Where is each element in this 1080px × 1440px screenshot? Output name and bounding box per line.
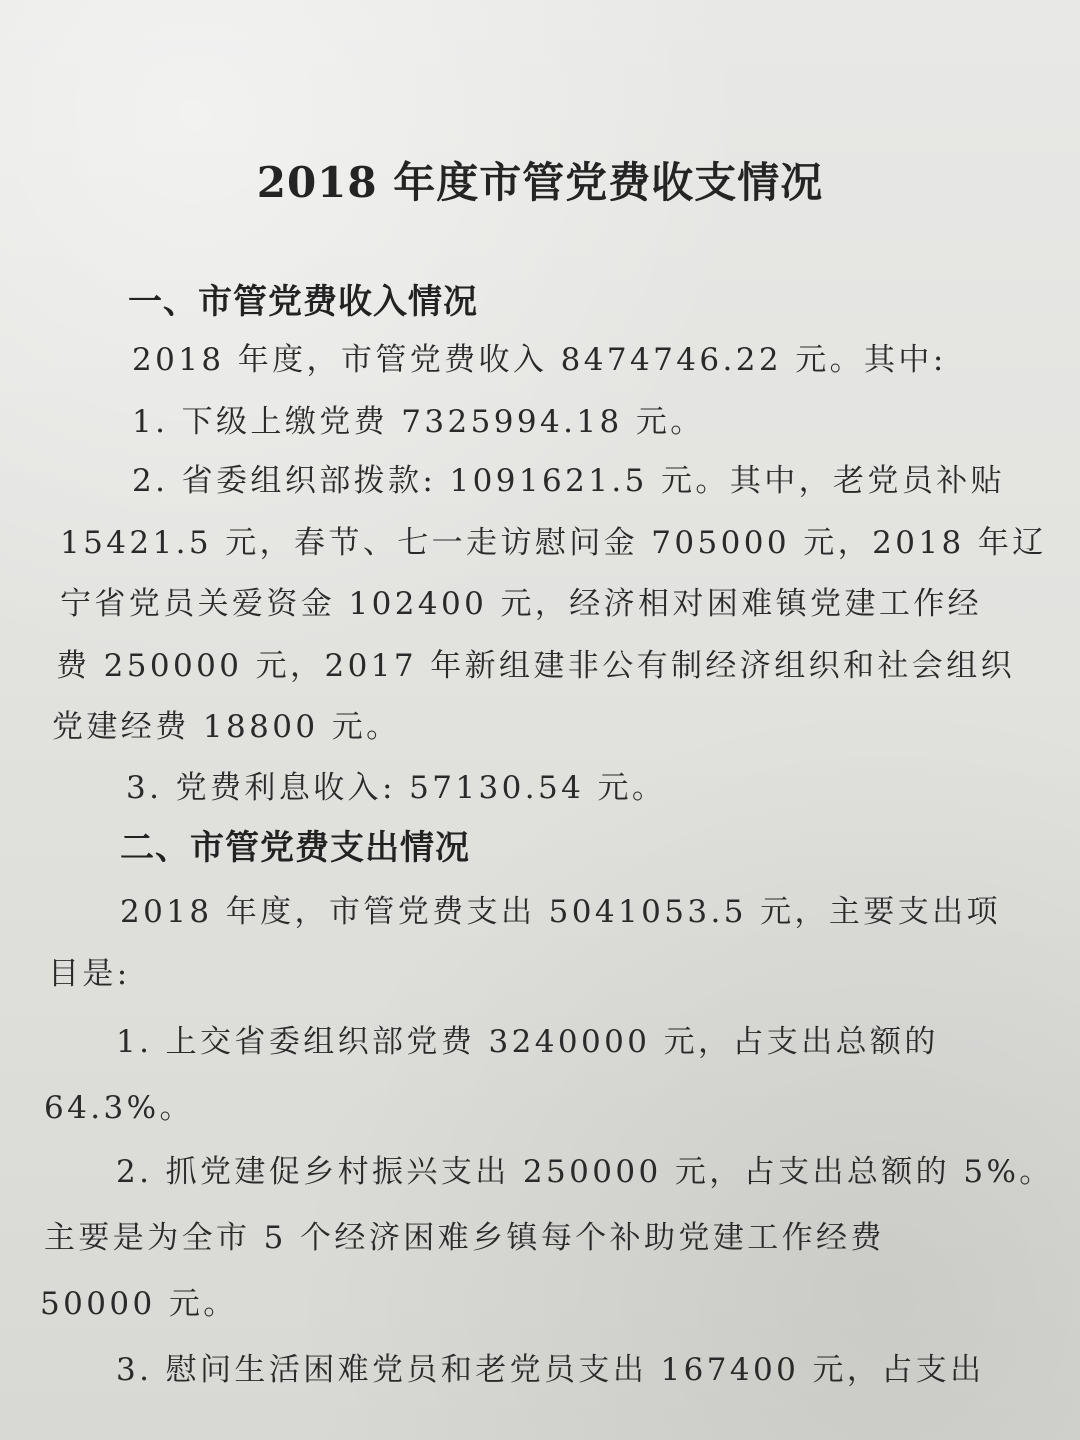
- paragraph-line: 50000 元。: [40, 1286, 238, 1322]
- paragraph-line: 目是:: [48, 956, 131, 992]
- paragraph-line: 64.3%。: [44, 1090, 194, 1126]
- paragraph-line: 3. 慰问生活困难党员和老党员支出 167400 元，占支出: [116, 1352, 985, 1388]
- paragraph-line: 1. 下级上缴党费 7325994.18 元。: [132, 404, 705, 440]
- paragraph-line: 党建经费 18800 元。: [52, 709, 401, 745]
- document-title: 2018 年度市管党费收支情况: [256, 158, 824, 207]
- paragraph-line: 宁省党员关爱资金 102400 元，经济相对困难镇党建工作经: [60, 586, 983, 622]
- paragraph-line: 主要是为全市 5 个经济困难乡镇每个补助党建工作经费: [44, 1220, 885, 1256]
- paragraph-line: 2. 省委组织部拨款: 1091621.5 元。其中，老党员补贴: [132, 463, 1006, 499]
- paragraph-line: 3. 党费利息收入: 57130.54 元。: [126, 770, 667, 806]
- paragraph-line: 费 250000 元，2017 年新组建非公有制经济组织和社会组织: [56, 648, 1015, 684]
- section-heading-income: 一、市管党费收入情况: [128, 282, 478, 322]
- paragraph-line: 1. 上交省委组织部党费 3240000 元，占支出总额的: [116, 1024, 939, 1060]
- paragraph-line: 2018 年度，市管党费收入 8474746.22 元。其中:: [132, 342, 947, 378]
- paragraph-line: 2. 抓党建促乡村振兴支出 250000 元，占支出总额的 5%。: [116, 1154, 1054, 1190]
- paragraph-line: 15421.5 元，春节、七一走访慰问金 705000 元，2018 年辽: [60, 525, 1047, 561]
- paragraph-line: 2018 年度，市管党费支出 5041053.5 元，主要支出项: [120, 894, 1001, 930]
- section-heading-expense: 二、市管党费支出情况: [120, 828, 470, 868]
